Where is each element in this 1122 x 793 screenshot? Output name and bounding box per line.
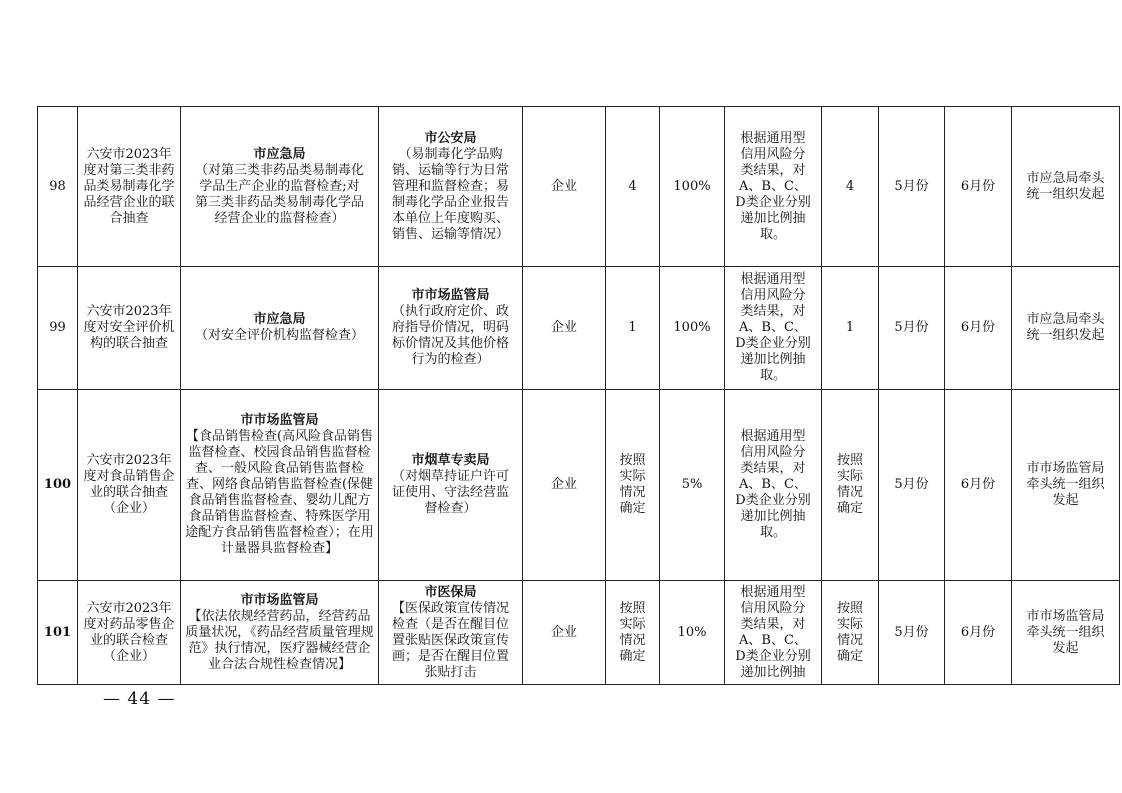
lead-department-cell <box>181 107 379 267</box>
coop-inspection-items: （执行政府定价、政府指导价情况，明码标价情况及其他价格行为的检查） <box>391 304 509 367</box>
lead-inspection-items: 【食品销售检查(高风险食品销售监督检查、校园食品销售监督检查、一般风险食品销售监督检查、网络食品销售监督检查(保健食品销售监督检查、婴幼儿配方食品销售监督检查、特殊医学用途配方食品销售监督检查）；在用计量器具监督检查】 <box>185 429 374 556</box>
end-month: 6月份 <box>945 581 1012 685</box>
coop-department-cell <box>379 107 523 267</box>
sampling-method: 根据通用型信用风险分类结果，对A、B、C、D类企业分别递加比例抽 <box>725 581 822 685</box>
coop-department: 市市场监管局 <box>411 288 490 303</box>
page-number: — 44 — <box>103 689 176 709</box>
start-month: 5月份 <box>879 390 945 581</box>
start-month: 5月份 <box>879 581 945 685</box>
coop-department: 市烟草专卖局 <box>411 453 490 468</box>
sample-count: 按照实际情况确定 <box>822 581 879 685</box>
lead-inspection-items: （对安全评价机构监督检查） <box>195 328 365 343</box>
object-count: 按照实际情况确定 <box>606 581 660 685</box>
lead-department: 市应急局 <box>253 146 306 162</box>
table-row <box>38 107 1120 267</box>
coop-inspection-items: （易制毒化学品购销、运输等行为日常管理和监督检查；易制毒化学品企业报告本单位上年度购买、销售、运输等情况） <box>391 146 509 242</box>
inspection-object: 企业 <box>523 390 606 581</box>
object-count: 按照实际情况确定 <box>606 390 660 581</box>
end-month: 6月份 <box>945 390 1012 581</box>
organizer: 市应急局牵头统一组织发起 <box>1012 267 1120 390</box>
organizer: 市市场监管局牵头统一组织发起 <box>1012 390 1120 581</box>
lead-department: 市市场监管局 <box>240 592 319 608</box>
row-number: 99 <box>38 267 78 390</box>
object-count: 4 <box>606 107 660 267</box>
task-name: 六安市2023年度对药品零售企业的联合检查（企业） <box>78 581 181 685</box>
inspection-plan-table <box>37 106 1120 685</box>
coop-inspection-items: （对烟草持证户许可证使用、守法经营监督检查） <box>391 469 509 516</box>
row-number: 101 <box>38 581 78 685</box>
lead-department-cell <box>181 390 379 581</box>
lead-department: 市应急局 <box>253 312 306 327</box>
organizer: 市市场监管局牵头统一组织发起 <box>1012 581 1120 685</box>
coop-department-cell <box>379 267 523 390</box>
end-month: 6月份 <box>945 267 1012 390</box>
lead-department: 市市场监管局 <box>240 413 319 428</box>
coop-inspection-items: 【医保政策宣传情况检查（是否在醒目位置张贴医保政策宣传画；是否在醒目位置张贴打击 <box>391 600 509 680</box>
table-row <box>38 390 1120 581</box>
inspection-object: 企业 <box>523 581 606 685</box>
sampling-ratio: 100% <box>660 107 725 267</box>
coop-department: 市公安局 <box>424 130 477 146</box>
sample-count: 按照实际情况确定 <box>822 390 879 581</box>
task-name: 六安市2023年度对第三类非药品类易制毒化学品经营企业的联合抽查 <box>78 107 181 267</box>
row-number: 98 <box>38 107 78 267</box>
lead-inspection-items: （对第三类非药品类易制毒化学品生产企业的监督检查;对第三类非药品类易制毒化学品经营企业的监督检查） <box>195 162 365 226</box>
row-number: 100 <box>38 390 78 581</box>
inspection-object: 企业 <box>523 107 606 267</box>
sampling-method: 根据通用型信用风险分类结果，对A、B、C、D类企业分别递加比例抽取。 <box>725 267 822 390</box>
sampling-ratio: 100% <box>660 267 725 390</box>
start-month: 5月份 <box>879 107 945 267</box>
coop-department-cell <box>379 390 523 581</box>
sampling-ratio: 5% <box>660 390 725 581</box>
organizer: 市应急局牵头统一组织发起 <box>1012 107 1120 267</box>
object-count: 1 <box>606 267 660 390</box>
start-month: 5月份 <box>879 267 945 390</box>
task-name: 六安市2023年度对安全评价机构的联合抽查 <box>78 267 181 390</box>
coop-department: 市医保局 <box>424 584 477 600</box>
sampling-ratio: 10% <box>660 581 725 685</box>
inspection-object: 企业 <box>523 267 606 390</box>
sampling-method: 根据通用型信用风险分类结果，对A、B、C、D类企业分别递加比例抽取。 <box>725 390 822 581</box>
sample-count: 1 <box>822 267 879 390</box>
sample-count: 4 <box>822 107 879 267</box>
lead-department-cell <box>181 581 379 685</box>
coop-department-cell <box>379 581 523 685</box>
end-month: 6月份 <box>945 107 1012 267</box>
lead-department-cell <box>181 267 379 390</box>
sampling-method: 根据通用型信用风险分类结果，对A、B、C、D类企业分别递加比例抽取。 <box>725 107 822 267</box>
table-row <box>38 581 1120 685</box>
task-name: 六安市2023年度对食品销售企业的联合抽查（企业） <box>78 390 181 581</box>
table-row <box>38 267 1120 390</box>
lead-inspection-items: 【依法依规经营药品，经营药品质量状况，《药品经营质量管理规范》执行情况，医疗器械经营企业合法合规性检查情况】 <box>185 608 374 672</box>
